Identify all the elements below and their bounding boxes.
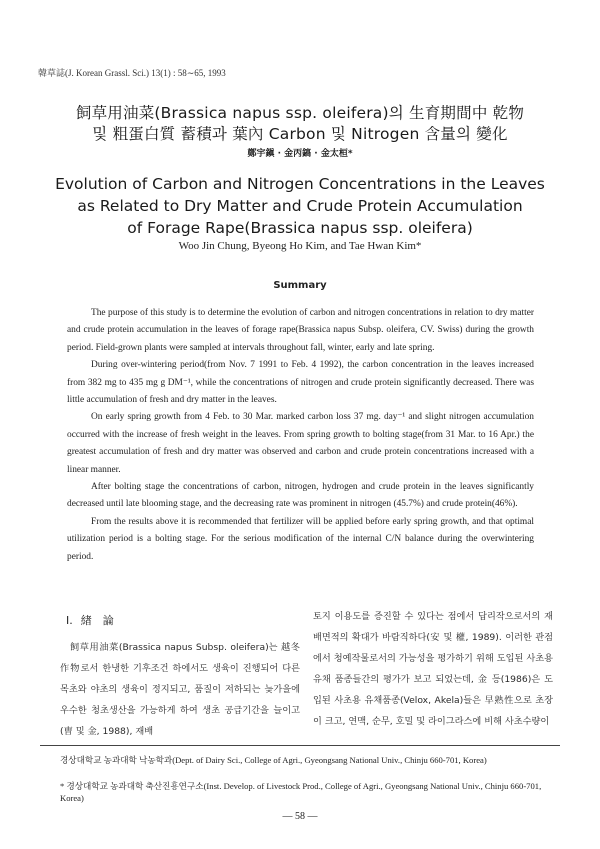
abstract-paragraph: From the results above it is recommended that fertilizer will be applied before early spring growth, and that optimal utilization period is a bolting stage. For the serious modification of the internal C/N balance during the overwintering period. [67,516,534,562]
body-paragraph: 飼草用油菜(Brassica napus Subsp. oleifera)는 越冬作物로서 한냉한 기후조건 하에서도 생육이 진행되어 다른 목초와 야초의 생육이 정지되고, 품질이 저하되는 늦가을에 우수한 청초생산을 가능하게 하여 생초 공급기간을 늘이고(曺 및 金, 1988), 재배 [60,642,300,737]
footnote-affiliation-2: * 경상대학교 농과대학 축산진흥연구소(Inst. Develop. of Livestock Prod., College of Agri., Gyeongsang National Univ., Chinju 660-701, Korea) [60,781,542,803]
body-column-right [313,606,553,732]
abstract [67,305,534,566]
korean-authors: 鄭宇鎭 · 金丙鎬 · 金太桓* [247,149,353,159]
korean-title-line-1: 飼草用油菜(Brassica napus ssp. oleifera)의 生育期間中 乾物 [75,104,525,122]
section-heading-introduction [66,612,114,628]
footnote-affiliation-1: 경상대학교 농과대학 낙농학과(Dept. of Dairy Sci., College of Agri., Gyeongsang National Univ., Chinju 660-701, Korea) [60,755,487,765]
body-column-left [60,637,300,742]
journal-reference: 韓草誌(J. Korean Grassl. Sci.) 13(1) : 58∼65, 1993 [38,68,226,78]
section-title: 緖 論 [80,614,114,627]
abstract-paragraph: The purpose of this study is to determine the evolution of carbon and nitrogen concentrations in relation to dry matter and crude protein accumulation in the leaves of forage rape(Brassica napus Subsp. oleifera, CV. Swiss) during the growth period. Field-grown plants were sampled at intervals throughout fall, winter, early and late spring. [67,308,534,353]
abstract-paragraph: After bolting stage the concentrations of carbon, nitrogen, hydrogen and crude protein in the leaves significantly decreased until late blooming stage, and the decreasing rate was prominent in nitrogen (45.7%) and crude protein(46%). [67,482,534,510]
abstract-paragraph: During over-wintering period(from Nov. 7 1991 to Feb. 4 1992), the carbon concentration in the leaves increased from 382 mg to 435 mg g DM⁻¹, while the concentrations of nitrogen and crude protein significantly decreased. There was little accumulation of fresh and dry matter in the leaves. [67,360,534,406]
english-authors: Woo Jin Chung, Byeong Ho Kim, and Tae Hwan Kim* [178,240,422,252]
english-title-line-2: as Related to Dry Matter and Crude Protein Accumulation [77,197,523,215]
page-number: — 58 — [282,811,318,822]
body-paragraph: 토지 이용도를 증진할 수 있다는 점에서 답리작으로서의 재배면적의 확대가 바람직하다(安 및 權, 1989). 이러한 관점에서 청예작물로서의 가능성을 평가하기 위해 도입된 사초용유채 품종들간의 평가가 보고 되었는데, 金 등(1986)은 도입된 사초용 유채품종(Velox, Akela)들은 早熟性으로 초장이 크고, 연맥, 순무, 호밀 및 라이그라스에 비해 사초수량이 [313,611,553,727]
section-number: Ⅰ. [66,614,73,627]
english-title-line-3: of Forage Rape(Brassica napus ssp. oleifera) [127,219,473,237]
abstract-paragraph: On early spring growth from 4 Feb. to 30 Mar. marked carbon loss 37 mg. day⁻¹ and slight nitrogen accumulation occurred with the increase of fresh weight in the leaves. From spring growth to bolting stage(from 31 Mar. to 16 Apr.) the greatest accumulation of fresh and dry matter was observed and carbon and crude protein concentrations increased with a linear manner. [67,412,534,475]
korean-title-line-2: 및 粗蛋白質 蓄積과 葉內 Carbon 및 Nitrogen 含量의 變化 [92,125,508,143]
footnote-divider [40,745,560,746]
english-title-line-1: Evolution of Carbon and Nitrogen Concentrations in the Leaves [55,175,545,193]
summary-heading: Summary [273,280,327,291]
